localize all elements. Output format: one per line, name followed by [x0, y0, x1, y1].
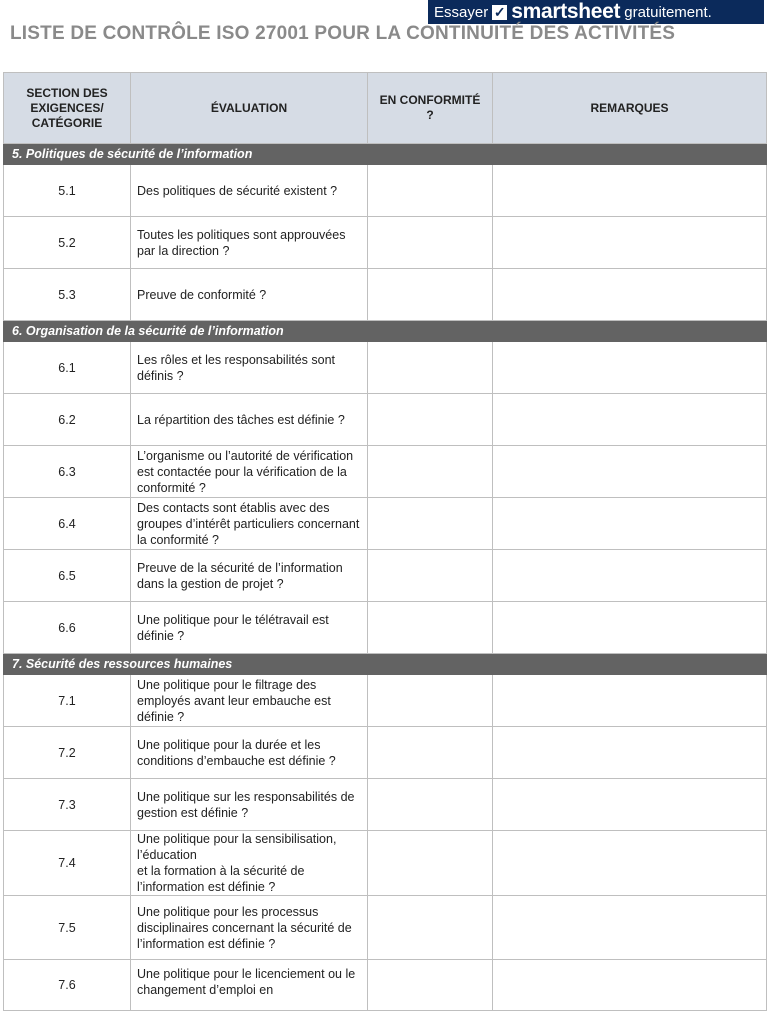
compliance-cell[interactable]	[368, 446, 493, 498]
remarks-cell[interactable]	[493, 960, 767, 1011]
table-row	[4, 394, 767, 446]
section-title: 7. Sécurité des ressources humaines	[4, 654, 767, 675]
item-evaluation: L’organisme ou l’autorité de vérification est contactée pour la vérification de la conformité ?	[131, 446, 368, 498]
item-number: 6.4	[4, 498, 131, 550]
item-number: 7.5	[4, 896, 131, 960]
remarks-cell[interactable]	[493, 550, 767, 602]
compliance-cell[interactable]	[368, 602, 493, 654]
compliance-cell[interactable]	[368, 779, 493, 831]
banner-suffix: gratuitement.	[624, 3, 712, 21]
table-row	[4, 960, 767, 1011]
item-evaluation: Une politique pour le filtrage des employés avant leur embauche est définie ?	[131, 675, 368, 727]
compliance-cell[interactable]	[368, 960, 493, 1011]
section-row	[4, 321, 767, 342]
compliance-cell[interactable]	[368, 675, 493, 727]
item-number: 6.3	[4, 446, 131, 498]
section-title: 5. Politiques de sécurité de l’information	[4, 144, 767, 165]
table-row	[4, 727, 767, 779]
item-number: 6.6	[4, 602, 131, 654]
table-row	[4, 779, 767, 831]
remarks-cell[interactable]	[493, 602, 767, 654]
table-row	[4, 602, 767, 654]
item-number: 6.5	[4, 550, 131, 602]
header-remarks: REMARQUES	[493, 73, 767, 144]
item-evaluation: Toutes les politiques sont approuvées par la direction ?	[131, 217, 368, 269]
item-evaluation: Des politiques de sécurité existent ?	[131, 165, 368, 217]
remarks-cell[interactable]	[493, 394, 767, 446]
item-evaluation: La répartition des tâches est définie ?	[131, 394, 368, 446]
item-evaluation: Une politique pour la sensibilisation, l’éducation et la formation à la sécurité de l’information est définie ?	[131, 831, 368, 896]
compliance-cell[interactable]	[368, 342, 493, 394]
section-title: 6. Organisation de la sécurité de l’information	[4, 321, 767, 342]
header-row	[4, 73, 767, 144]
compliance-cell[interactable]	[368, 896, 493, 960]
item-number: 6.1	[4, 342, 131, 394]
table-row	[4, 342, 767, 394]
table-row	[4, 896, 767, 960]
item-evaluation: Une politique pour le licenciement ou le changement d’emploi en	[131, 960, 368, 1011]
compliance-cell[interactable]	[368, 269, 493, 321]
item-evaluation: Les rôles et les responsabilités sont définis ?	[131, 342, 368, 394]
item-evaluation: Une politique pour les processus disciplinaires concernant la sécurité de l’information est définie ?	[131, 896, 368, 960]
item-number: 7.2	[4, 727, 131, 779]
header-compliance: EN CONFORMITÉ ?	[368, 73, 493, 144]
item-number: 7.6	[4, 960, 131, 1011]
item-number: 7.4	[4, 831, 131, 896]
table-row	[4, 217, 767, 269]
item-evaluation: Une politique pour la durée et les conditions d’embauche est définie ?	[131, 727, 368, 779]
compliance-cell[interactable]	[368, 394, 493, 446]
item-number: 5.1	[4, 165, 131, 217]
remarks-cell[interactable]	[493, 165, 767, 217]
table-row	[4, 831, 767, 896]
table-row	[4, 675, 767, 727]
banner-prefix: Essayer	[434, 3, 489, 21]
table-row	[4, 550, 767, 602]
remarks-cell[interactable]	[493, 342, 767, 394]
table-row	[4, 269, 767, 321]
remarks-cell[interactable]	[493, 779, 767, 831]
item-evaluation: Preuve de la sécurité de l’information dans la gestion de projet ?	[131, 550, 368, 602]
compliance-cell[interactable]	[368, 217, 493, 269]
checklist-table	[3, 72, 767, 1011]
item-evaluation: Une politique sur les responsabilités de gestion est définie ?	[131, 779, 368, 831]
section-row	[4, 654, 767, 675]
header-evaluation: ÉVALUATION	[131, 73, 368, 144]
table-row	[4, 165, 767, 217]
item-number: 7.3	[4, 779, 131, 831]
item-number: 5.3	[4, 269, 131, 321]
compliance-cell[interactable]	[368, 550, 493, 602]
section-row	[4, 144, 767, 165]
item-number: 5.2	[4, 217, 131, 269]
item-number: 7.1	[4, 675, 131, 727]
remarks-cell[interactable]	[493, 727, 767, 779]
remarks-cell[interactable]	[493, 446, 767, 498]
remarks-cell[interactable]	[493, 498, 767, 550]
remarks-cell[interactable]	[493, 217, 767, 269]
table-row	[4, 446, 767, 498]
item-evaluation: Des contacts sont établis avec des groupes d’intérêt particuliers concernant la conformité ?	[131, 498, 368, 550]
compliance-cell[interactable]	[368, 165, 493, 217]
item-number: 6.2	[4, 394, 131, 446]
banner-brand: smartsheet	[511, 0, 621, 23]
compliance-cell[interactable]	[368, 498, 493, 550]
table-row	[4, 498, 767, 550]
remarks-cell[interactable]	[493, 831, 767, 896]
item-evaluation: Preuve de conformité ?	[131, 269, 368, 321]
smartsheet-trial-banner[interactable]	[428, 0, 764, 24]
checkmark-icon: ✓	[493, 3, 506, 20]
remarks-cell[interactable]	[493, 896, 767, 960]
compliance-cell[interactable]	[368, 831, 493, 896]
item-evaluation: Une politique pour le télétravail est définie ?	[131, 602, 368, 654]
remarks-cell[interactable]	[493, 675, 767, 727]
header-section: SECTION DES EXIGENCES/ CATÉGORIE	[4, 73, 131, 144]
remarks-cell[interactable]	[493, 269, 767, 321]
page-title: LISTE DE CONTRÔLE ISO 27001 POUR LA CONTINUITÉ DES ACTIVITÉS	[10, 23, 676, 44]
compliance-cell[interactable]	[368, 727, 493, 779]
